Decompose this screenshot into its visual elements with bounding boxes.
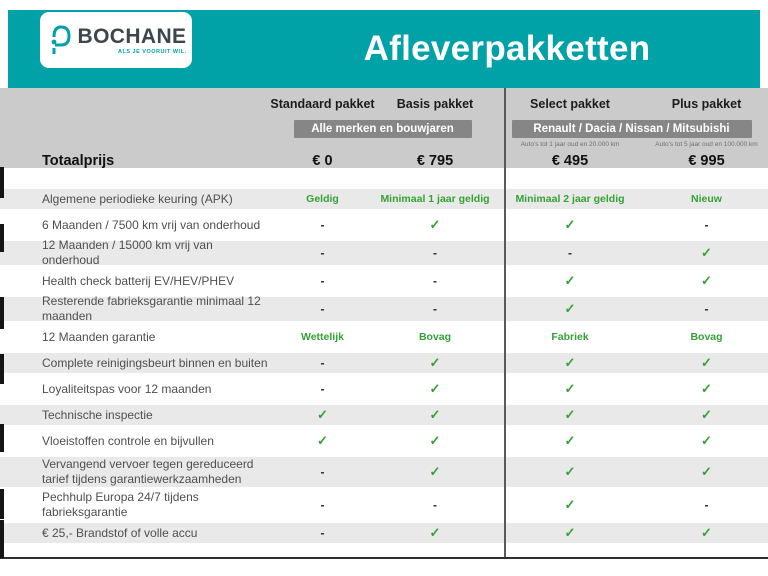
feature-value: - (320, 218, 325, 232)
feature-value: - (320, 465, 325, 479)
logo-tagline-text: ALS JE VOORUIT WIL. (118, 48, 187, 55)
feature-label: Algemene periodieke keuring (APK) (42, 191, 233, 206)
feature-label: Vervangend vervoer tegen gereduceerd tarief tijdens garantiewerkzaamheden (42, 457, 254, 486)
price-basis: € 795 (416, 153, 454, 169)
price-standaard: € 0 (312, 153, 333, 169)
package-name-select: Select pakket (530, 97, 610, 111)
feature-label: Pechhulp Europa 24/7 tijdens fabrieksgarantie (42, 490, 199, 519)
group-banner-brands: Renault / Dacia / Nissan / Mitsubishi (512, 120, 752, 138)
feature-value: - (704, 498, 709, 512)
feature-value: Bovag (690, 331, 723, 343)
table-row (0, 376, 768, 402)
feature-value: Fabriek (551, 331, 589, 343)
table-row (0, 350, 768, 376)
package-names-row (0, 88, 768, 116)
feature-label: 12 Maanden garantie (42, 329, 156, 344)
bochane-logo (40, 12, 192, 68)
feature-value: - (433, 246, 437, 260)
table-row (0, 212, 768, 238)
feature-value: ✓ (564, 355, 576, 370)
feature-value: - (320, 302, 325, 316)
package-name-standaard: Standaard pakket (270, 97, 375, 111)
page-edge-mark (0, 424, 4, 452)
feature-value: - (568, 246, 572, 260)
price-select: € 495 (551, 153, 589, 169)
table-row (0, 454, 768, 490)
group-divider-line (504, 88, 506, 559)
bochane-logo-icon (46, 22, 72, 58)
feature-value: ✓ (701, 273, 712, 288)
feature-value: - (433, 274, 437, 288)
group-banners-row (0, 120, 768, 139)
page-edge-mark (0, 297, 4, 329)
feature-value: - (704, 302, 709, 316)
feature-value: Geldig (306, 193, 339, 205)
feature-label: 12 Maanden / 15000 km vrij van onderhoud (42, 238, 213, 267)
package-name-plus: Plus pakket (671, 97, 742, 111)
page-edge-mark (0, 224, 4, 252)
feature-value: Minimaal 2 jaar geldig (515, 193, 625, 205)
feature-value: ✓ (701, 525, 712, 540)
table-row (0, 186, 768, 212)
feature-value: ✓ (564, 217, 576, 232)
table-row (0, 520, 768, 546)
feature-value: - (320, 246, 325, 260)
feature-value: ✓ (564, 433, 576, 448)
feature-value: - (320, 356, 325, 370)
feature-value: ✓ (429, 217, 441, 232)
feature-value: ✓ (564, 301, 576, 316)
feature-label: Loyaliteitspas voor 12 maanden (42, 381, 212, 396)
feature-value: Nieuw (691, 193, 722, 205)
note-select: Auto's tot 1 jaar oud en 20.000 km (520, 141, 620, 148)
total-price-row (0, 153, 768, 169)
page-edge-mark (0, 489, 4, 519)
feature-value: Minimaal 1 jaar geldig (380, 193, 490, 205)
note-plus: Auto's tot 5 jaar oud en 100.000 km (655, 141, 758, 148)
table-row (0, 238, 768, 268)
feature-value: ✓ (564, 464, 576, 479)
feature-value: ✓ (429, 381, 441, 396)
totaalprijs-label: Totaalprijs (42, 153, 115, 169)
feature-value: - (704, 218, 709, 232)
table-row (0, 428, 768, 454)
feature-value: ✓ (429, 433, 441, 448)
feature-label: Complete reinigingsbeurt binnen en buiten (42, 355, 268, 370)
feature-label: Health check batterij EV/HEV/PHEV (42, 273, 235, 288)
feature-value: Wettelijk (301, 331, 344, 343)
page-edge-mark (0, 167, 4, 198)
feature-value: ✓ (429, 407, 441, 422)
table-row (0, 324, 768, 350)
eligibility-notes-row (0, 141, 768, 152)
feature-label: 6 Maanden / 7500 km vrij van onderhoud (42, 217, 261, 232)
table-row (0, 490, 768, 520)
feature-value: - (320, 498, 325, 512)
table-row (0, 268, 768, 294)
feature-label: Vloeistoffen controle en bijvullen (42, 433, 214, 448)
feature-value: ✓ (564, 525, 576, 540)
page-edge-mark (0, 520, 4, 558)
feature-value: Bovag (418, 331, 452, 343)
logo-brand-text: BOCHANE (77, 24, 187, 48)
feature-value: - (320, 382, 325, 396)
feature-value: ✓ (564, 381, 576, 396)
feature-value: ✓ (701, 355, 712, 370)
logo-text (78, 26, 187, 55)
feature-value: ✓ (564, 273, 576, 288)
feature-value: ✓ (701, 381, 712, 396)
feature-value: ✓ (701, 433, 712, 448)
feature-label: Resterende fabrieksgarantie minimaal 12 maanden (42, 294, 261, 323)
feature-value: - (320, 526, 325, 540)
feature-value: ✓ (429, 464, 441, 479)
feature-value: ✓ (701, 464, 712, 479)
feature-value: - (433, 302, 437, 316)
feature-rows (0, 186, 768, 546)
price-plus: € 995 (688, 153, 725, 169)
package-name-basis: Basis pakket (396, 97, 474, 111)
group-banner-all-brands: Alle merken en bouwjaren (294, 120, 472, 138)
feature-value: ✓ (564, 407, 576, 422)
package-header-band (0, 88, 768, 168)
feature-value: ✓ (564, 497, 576, 512)
feature-value: - (320, 274, 325, 288)
bottom-border-line (0, 557, 768, 559)
feature-label: Technische inspectie (42, 407, 153, 422)
page-title: Afleverpakketten (363, 29, 651, 68)
feature-value: ✓ (317, 407, 328, 422)
feature-value: ✓ (429, 355, 441, 370)
page-edge-mark (0, 354, 4, 384)
feature-value: - (433, 498, 437, 512)
feature-value: ✓ (701, 245, 712, 260)
feature-value: ✓ (701, 407, 712, 422)
feature-label: € 25,- Brandstof of volle accu (42, 525, 198, 540)
table-row (0, 294, 768, 324)
feature-value: ✓ (317, 433, 328, 448)
table-row (0, 402, 768, 428)
feature-value: ✓ (429, 525, 441, 540)
